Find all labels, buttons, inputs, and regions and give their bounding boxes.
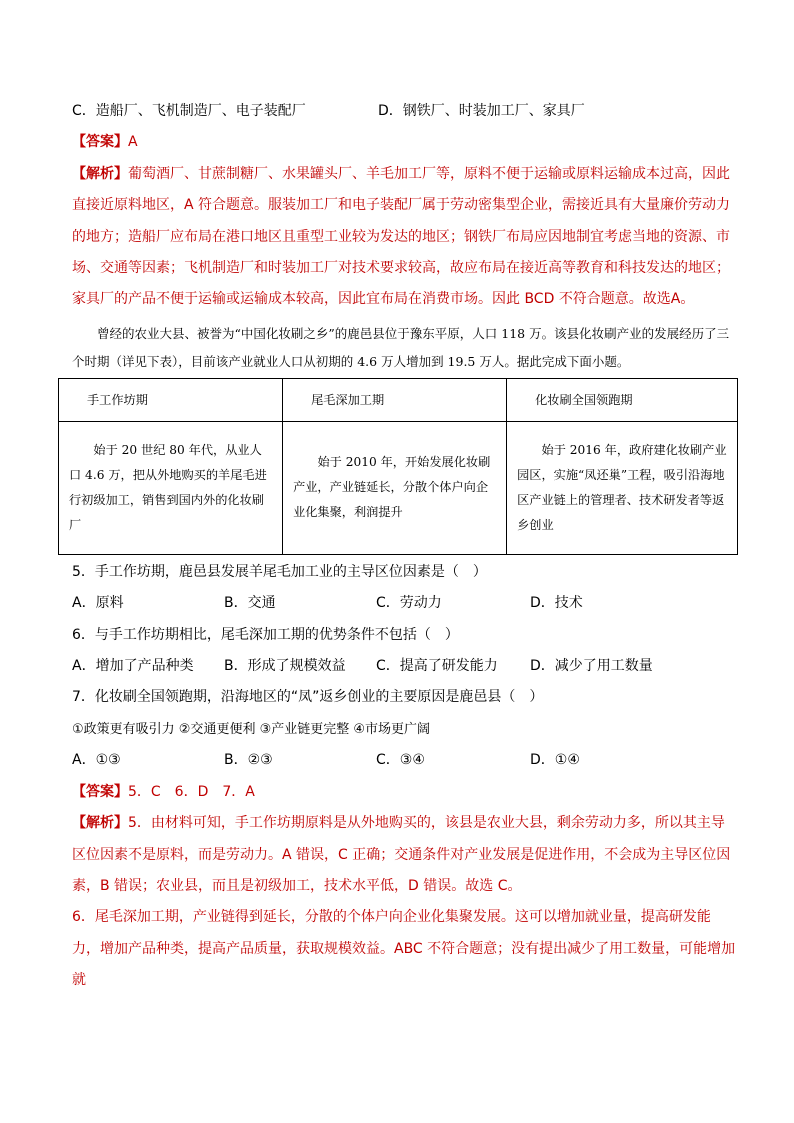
q7-option-c: C．③④: [376, 752, 425, 769]
analysis-q5-text: 5．由材料可知，手工作坊期原料是从外地购买的，该县是农业大县，剩余劳动力多，所以其主导区位因素不是原料，而是劳动力。A 错误，C 正确；交通条件对产业发展是促进作用，不会成为主导区位因素，B 错误；农业县，而且是初级加工，技术水平低，D 错误。故选 C。: [72, 815, 731, 894]
q5-option-b: B．交通: [224, 595, 276, 612]
analysis-2-q5: [72, 808, 737, 902]
answer-value: 5．C 6．D 7．A: [128, 783, 255, 800]
q6-option-a: A．增加了产品种类: [72, 658, 194, 675]
q4-option-d: D．钢铁厂、时装加工厂、家具厂: [378, 103, 585, 119]
answer-tag: 【答案】: [72, 134, 128, 151]
table-header-2: 尾毛深加工期: [283, 378, 507, 421]
q5-stem: 5．手工作坊期，鹿邑县发展羊尾毛加工业的主导区位因素是（ ）: [72, 563, 487, 580]
analysis-text: 葡萄酒厂、甘蔗制糖厂、水果罐头厂、羊毛加工厂等，原料不便于运输或原料运输成本过高，因此直接近原料地区，A 符合题意。服装加工厂和电子装配厂属于劳动密集型企业，需接近具有大量廉价劳动力的地方；造船厂应布局在港口地区且重型工业较为发达的地区；钢铁厂布局应因地制宜考虑当地的资源、市场、交通等因素；飞机制造厂和时装加工厂对技术要求较高，故应布局在接近高等教育和科技发达的地区；家具厂的产品不便于运输或运输成本较高，因此宜布局在消费市场。因此 BCD 不符合题意。故选A。: [72, 165, 731, 308]
page-content: [69, 96, 737, 997]
analysis-tag: 【解析】: [72, 815, 128, 832]
q5-options: [72, 588, 737, 619]
q7-option-d: D．①④: [530, 752, 580, 769]
analysis-1: [72, 159, 737, 316]
q7-option-b: B．②③: [224, 752, 273, 769]
answer-1: [72, 127, 737, 158]
q6-option-c: C．提高了研发能力: [376, 658, 498, 675]
q5-option-c: C．劳动力: [376, 595, 442, 612]
q7-option-a: A．①③: [72, 752, 121, 769]
table-cell-2: 始于 2010 年，开始发展化妆刷产业，产业链延长，分散个体户向企业化集聚，利润提升: [283, 421, 507, 554]
q7-options: [72, 745, 737, 776]
q7-stem: 7．化妆刷全国领跑期，沿海地区的“凤”返乡创业的主要原因是鹿邑县（ ）: [72, 689, 544, 706]
q6-stem: 6．与手工作坊期相比，尾毛深加工期的优势条件不包括（ ）: [72, 626, 459, 643]
q4-option-c: C．造船厂、飞机制造厂、电子装配厂: [72, 103, 306, 119]
table-cell-1: 始于 20 世纪 80 年代，从业人口 4.6 万，把从外地购买的羊尾毛进行初级加工，销售到国内外的化妆刷厂: [59, 421, 283, 554]
q5-option-a: A．原料: [72, 595, 124, 612]
q5-option-d: D．技术: [530, 595, 583, 612]
answer-2: [72, 777, 737, 808]
table-cell-3: 始于 2016 年，政府建化妆刷产业园区，实施“凤还巢”工程，吸引沿海地区产业链上的管理者、技术研发者等返乡创业: [507, 421, 738, 554]
q7-statements: ①政策更有吸引力 ②交通更便利 ③产业链更完整 ④市场更广阔: [72, 721, 431, 737]
q6-option-d: D．减少了用工数量: [530, 658, 653, 675]
table-header-1: 手工作坊期: [59, 378, 283, 421]
answer-tag: 【答案】: [72, 783, 128, 800]
answer-value: A: [128, 134, 138, 151]
q6-option-b: B．形成了规模效益: [224, 658, 346, 675]
q4-options-row: [72, 96, 737, 127]
material-paragraph: 曾经的农业大县、被誉为“中国化妆刷之乡”的鹿邑县位于豫东平原，人口 118 万。该县化妆刷产业的发展经历了三个时期（详见下表），目前该产业就业人口从初期的 4.6 万人增加到 19.5 万人。据此完成下面小题。: [72, 325, 730, 369]
table-header-3: 化妆刷全国领跑期: [507, 378, 738, 421]
q6-options: [72, 651, 737, 682]
analysis-2-q6: 6．尾毛深加工期，产业链得到延长，分散的个体户向企业化集聚发展。这可以增加就业量，提高研发能力，增加产品种类，提高产品质量，获取规模效益。ABC 不符合题意；没有提出减少了用工数量，可能增加就: [72, 909, 736, 989]
development-periods-table: [58, 378, 738, 555]
analysis-tag: 【解析】: [72, 165, 128, 182]
